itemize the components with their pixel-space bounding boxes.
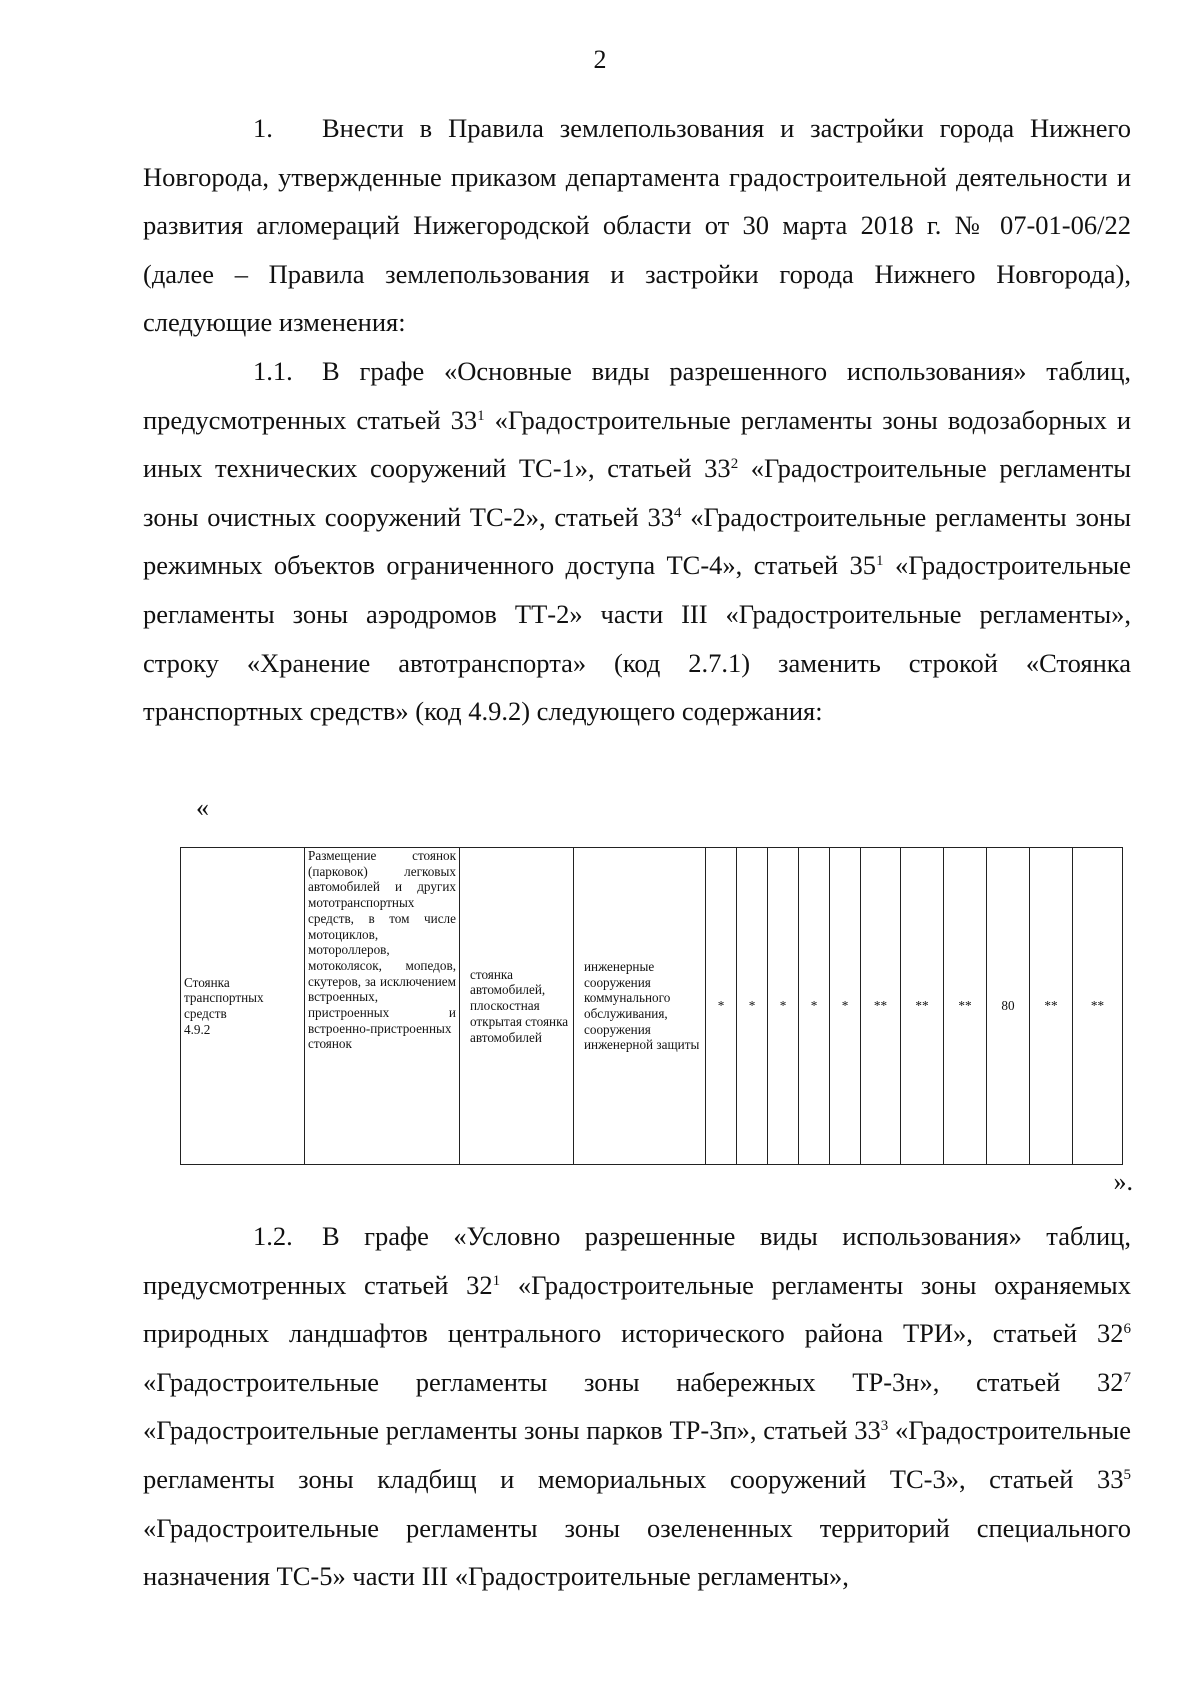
paragraph-1-2-text-c: «Градостроительные регламенты зоны набережных ТР-3н», статьей 32 <box>143 1366 1124 1397</box>
value-cell: ** <box>1030 848 1073 1165</box>
use-type-name: Стоянка транспортных средств <box>184 974 264 1021</box>
paragraph-1-2-text-b: «Градостроительные регламенты зоны охраняемых природных ландшафтов центрального исторического района ТРИ», статьей 32 <box>143 1269 1131 1349</box>
use-type-code: 4.9.2 <box>184 1021 211 1037</box>
article-superscript: 2 <box>730 456 739 473</box>
paragraph-1-2-text-a: В графе «Условно разрешенные виды использования» таблиц, предусмотренных статьей 32 <box>143 1221 1131 1300</box>
article-superscript: 6 <box>1123 1321 1131 1338</box>
paragraph-1-2-number: 1.2. <box>253 1221 293 1251</box>
use-type-cell <box>181 848 305 1165</box>
paragraph-1-1-text-c: «Градостроительные регламенты зоны очистных сооружений ТС-2», статьей 33 <box>143 453 1131 532</box>
paragraph-1-2-text-f: «Градостроительные регламенты зоны озелененных территорий специального назначения ТС-5» части III «Градостроительные регламенты», <box>143 1512 1131 1592</box>
quote-open-mark: « <box>196 793 209 822</box>
value-cell: ** <box>944 848 987 1165</box>
value-cell: * <box>768 848 799 1165</box>
article-superscript: 1 <box>477 407 485 424</box>
value-cell: * <box>830 848 861 1165</box>
paragraph-1-2-text-e: «Градостроительные регламенты зоны кладбищ и мемориальных сооружений ТС-3», статьей 33 <box>143 1415 1131 1494</box>
article-superscript: 4 <box>674 504 682 521</box>
paragraph-1-1-text-d: «Градостроительные регламенты зоны режимных объектов ограниченного доступа ТС-4», статьей 35 <box>143 501 1131 581</box>
value-cell: * <box>799 848 830 1165</box>
article-superscript: 3 <box>880 1418 889 1435</box>
value-cell: ** <box>1073 848 1123 1165</box>
paragraph-1-text: Внести в Правила землепользования и застройки города Нижнего Новгорода, утвержденные приказом департамента градостроительной деятельности и развития агломераций Нижегородской области от 30 марта 2018 г. № 07-01-06/22 (далее – Правила землепользования и застройки города Нижнего Новгорода), следующие изменения: <box>143 113 1131 338</box>
value-cell: 80 <box>987 848 1030 1165</box>
paragraph-1-number: 1. <box>253 113 273 143</box>
value-cell: * <box>706 848 737 1165</box>
paragraph-1-2-text-d: «Градостроительные регламенты зоны парков ТР-3п», статьей 33 <box>143 1415 881 1446</box>
paragraph-1-1-number: 1.1. <box>253 356 293 386</box>
paragraph-1-2 <box>143 1212 1131 1601</box>
main-objects-cell: стоянка автомобилей, плоскостная открытая стоянка автомобилей <box>460 848 574 1165</box>
use-description-cell: Размещение стоянок (парковок) легковых автомобилей и других мототранспортных средств, в том числе мотоциклов, мотороллеров, мотоколясок, мопедов, скутеров, за исключением встроенных, пристроенных и встроенно-пристроенных стоянок <box>305 848 460 1165</box>
quote-close-mark: ». <box>1113 1167 1133 1196</box>
article-superscript: 1 <box>492 1272 501 1289</box>
value-cell: ** <box>861 848 901 1165</box>
table-row <box>181 848 1123 1165</box>
article-superscript: 7 <box>1123 1369 1131 1386</box>
value-cell: * <box>737 848 768 1165</box>
page-number: 2 <box>593 45 607 74</box>
value-cell: ** <box>901 848 944 1165</box>
paragraph-1-1 <box>143 347 1131 736</box>
article-superscript: 5 <box>1123 1466 1131 1483</box>
auxiliary-objects-cell: инженерные сооружения коммунального обслуживания, сооружения инженерной защиты <box>574 848 706 1165</box>
paragraph-1-1-text-b: «Градостроительные регламенты зоны водозаборных и иных технических сооружений ТС-1», статьей 33 <box>143 404 1131 484</box>
regulation-table <box>180 847 1123 1165</box>
paragraph-1 <box>143 104 1131 347</box>
paragraph-1-1-text-a: В графе «Основные виды разрешенного использования» таблиц, предусмотренных статьей 33 <box>143 356 1131 435</box>
paragraph-1-1-text-e: «Градостроительные регламенты зоны аэродромов ТТ-2» части III «Градостроительные регламенты», строку «Хранение автотранспорта» (код 2.7.1) заменить строкой «Стоянка транспортных средств» (код 4.9.2) следующего содержания: <box>143 550 1131 727</box>
article-superscript: 1 <box>876 553 884 570</box>
